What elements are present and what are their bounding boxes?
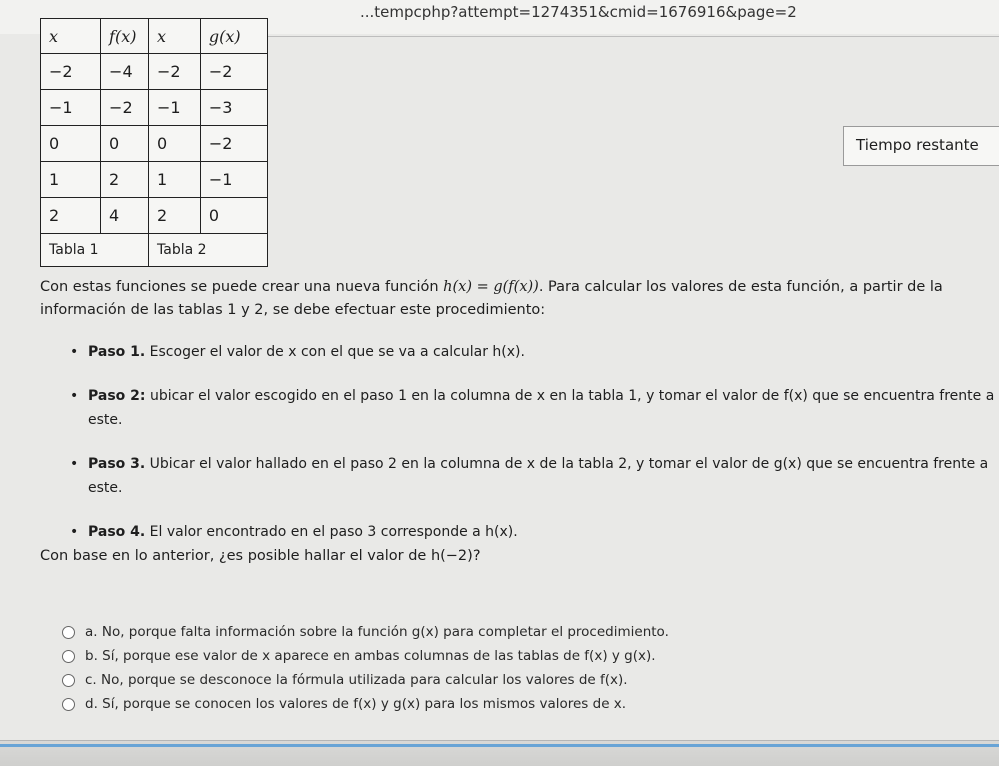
table2-header-gx: g(x) xyxy=(200,19,267,54)
table1-cell: 0 xyxy=(101,126,165,162)
table1-header-x: x xyxy=(41,19,101,54)
table2-cell: −1 xyxy=(149,90,201,126)
table2-caption: Tabla 2 xyxy=(149,234,268,267)
radio-icon[interactable] xyxy=(62,674,75,687)
url-text: ...tempcphp?attempt=1274351&cmid=1676916&page=2 xyxy=(360,3,797,21)
answer-option-c[interactable] xyxy=(62,668,669,692)
procedure-steps xyxy=(70,340,995,564)
step-text: Escoger el valor de x con el que se va a calcular h(x). xyxy=(145,344,525,360)
step-text: El valor encontrado en el paso 3 corresponde a h(x). xyxy=(145,524,518,540)
radio-icon[interactable] xyxy=(62,650,75,663)
answer-option-label: d. Sí, porque se conocen los valores de f(x) y g(x) para los mismos valores de x. xyxy=(85,696,627,712)
table2-header-x: x xyxy=(149,19,201,54)
table2-cell: −2 xyxy=(200,54,267,90)
timer-panel[interactable] xyxy=(843,126,999,166)
table1-caption: Tabla 1 xyxy=(41,234,236,267)
intro-formula: h(x) = g(f(x)) xyxy=(443,279,539,295)
table1-cell: 2 xyxy=(101,162,165,198)
table1-header-fx: f(x) xyxy=(101,19,165,54)
table-row xyxy=(149,126,268,162)
answer-option-a[interactable] xyxy=(62,620,669,644)
answer-option-b[interactable] xyxy=(62,644,669,668)
table2-cell: −2 xyxy=(200,126,267,162)
answer-option-d[interactable] xyxy=(62,692,669,716)
table1-cell: 2 xyxy=(41,198,101,234)
list-item xyxy=(70,384,995,432)
table1-cell: 0 xyxy=(41,126,101,162)
intro-paragraph xyxy=(40,276,990,322)
table-row xyxy=(149,54,268,90)
intro-text-1: Con estas funciones se puede crear una nueva función xyxy=(40,279,439,295)
table2-cell: −3 xyxy=(200,90,267,126)
list-item xyxy=(70,452,995,500)
table1-cell: −2 xyxy=(41,54,101,90)
answer-option-label: b. Sí, porque ese valor de x aparece en ambas columnas de las tablas de f(x) y g(x). xyxy=(85,648,656,664)
table2-cell: 0 xyxy=(149,126,201,162)
step-label: Paso 4. xyxy=(88,524,146,540)
bottom-accent-line xyxy=(0,744,999,747)
answer-options xyxy=(62,620,669,716)
step-text: ubicar el valor escogido en el paso 1 en la columna de x en la tabla 1, y tomar el valor de f(x) que se encuentra frente a este. xyxy=(88,388,995,428)
table2-cell: −1 xyxy=(200,162,267,198)
radio-icon[interactable] xyxy=(62,698,75,711)
table2-cell: 1 xyxy=(149,162,201,198)
table1-cell: −4 xyxy=(101,54,165,90)
list-item xyxy=(70,340,995,364)
header-divider xyxy=(240,36,999,45)
step-label: Paso 1. xyxy=(88,344,146,360)
intro-text-2: . Para calcular los valores de esta función, a partir de la información de las tablas 1 y 2, se debe efectuar este procedimiento: xyxy=(40,279,943,318)
step-label: Paso 3. xyxy=(88,456,146,472)
timer-label: Tiempo restante xyxy=(856,136,979,154)
question-text: Con base en lo anterior, ¿es posible hallar el valor de h(−2)? xyxy=(40,548,481,564)
table2-cell: 2 xyxy=(149,198,201,234)
table-2 xyxy=(148,18,268,267)
answer-option-label: a. No, porque falta información sobre la función g(x) para completar el procedimiento. xyxy=(85,624,669,640)
table-row xyxy=(149,90,268,126)
table2-cell: 0 xyxy=(200,198,267,234)
table2-cell: −2 xyxy=(149,54,201,90)
step-label: Paso 2: xyxy=(88,388,146,404)
step-text: Ubicar el valor hallado en el paso 2 en la columna de x de la tabla 2, y tomar el valor de g(x) que se encuentra frente a este. xyxy=(88,456,989,496)
list-item xyxy=(70,520,995,544)
table1-cell: −2 xyxy=(101,90,165,126)
table-row xyxy=(149,162,268,198)
table1-cell: 4 xyxy=(101,198,165,234)
table1-cell: 1 xyxy=(41,162,101,198)
table-row xyxy=(149,198,268,234)
table1-cell: −1 xyxy=(41,90,101,126)
radio-icon[interactable] xyxy=(62,626,75,639)
answer-option-label: c. No, porque se desconoce la fórmula utilizada para calcular los valores de f(x). xyxy=(85,672,628,688)
